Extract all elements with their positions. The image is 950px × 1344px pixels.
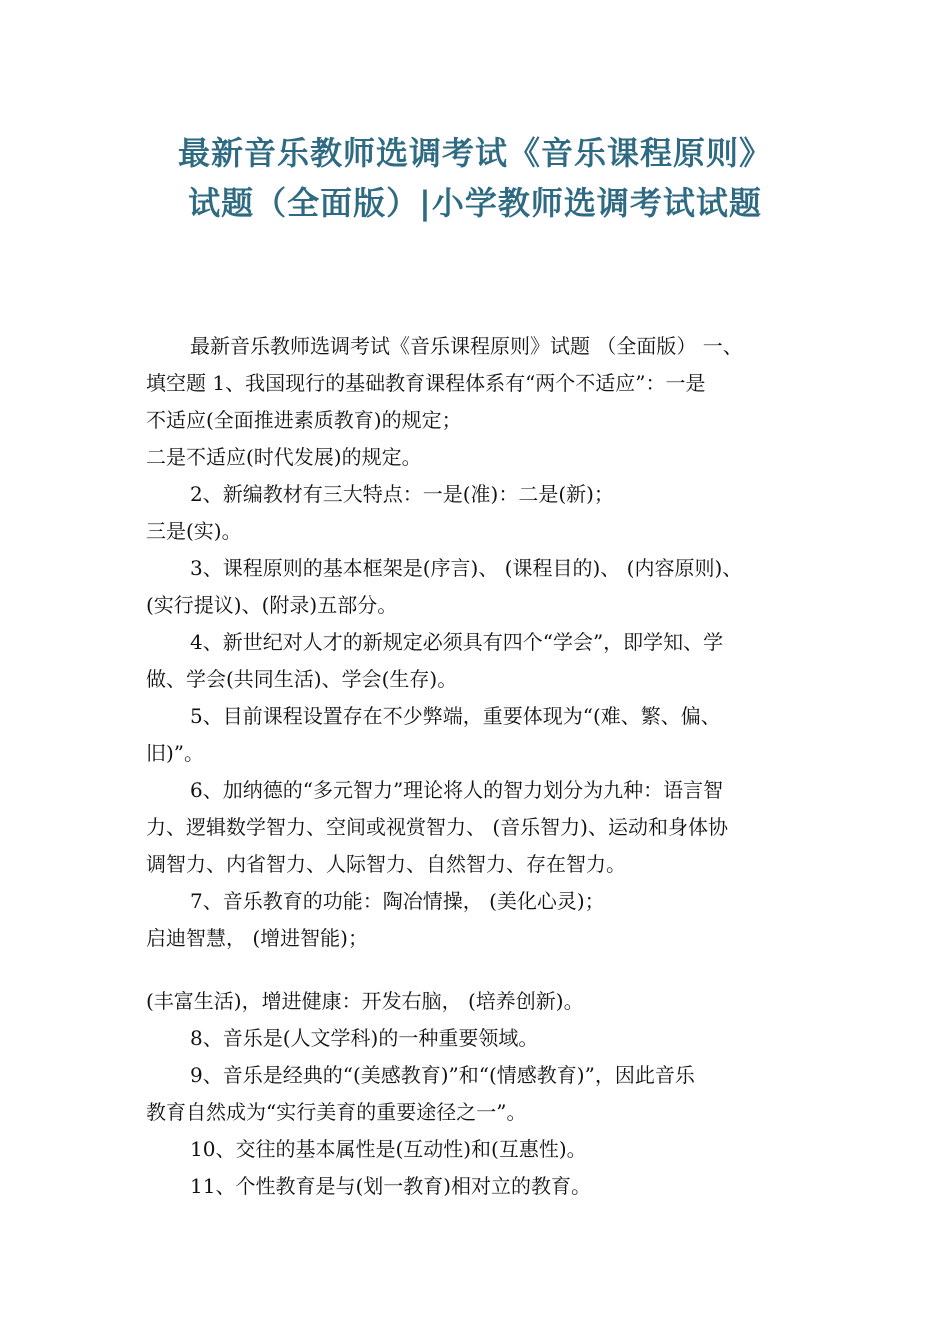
document-title-line-1: 最新音乐教师选调考试《音乐课程原则》 [177,134,772,172]
paragraph-line: (实行提议)、(附录)五部分。 [146,593,398,617]
paragraph-line: 4、新世纪对人才的新规定必须具有四个“学会”，即学知、学 [190,630,724,654]
paragraph-line: 填空题 1、我国现行的基础教育课程体系有“两个不适应”：一是 [146,371,706,395]
paragraph-line: 启迪智慧， (增进智能)； [146,926,368,950]
paragraph-line: 最新音乐教师选调考试《音乐课程原则》试题 （全面版） 一、 [190,334,743,358]
paragraph-line: 6、加纳德的“多元智力”理论将人的智力划分为九种：语言智 [190,778,724,802]
paragraph-line: 7、音乐教育的功能：陶冶情操， (美化心灵)； [190,889,605,913]
paragraph-line: 10、交往的基本属性是(互动性)和(互惠性)。 [190,1137,587,1161]
paragraph-line: 5、目前课程设置存在不少弊端，重要体现为“(难、繁、偏、 [190,704,721,728]
paragraph-line: 2、新编教材有三大特点：一是(准)：二是(新)； [190,482,614,506]
paragraph-line: 二是不适应(时代发展)的规定。 [146,445,422,469]
paragraph-line: 3、课程原则的基本框架是(序言)、 (课程目的)、 (内容原则)、 [190,556,743,580]
paragraph-line: 不适应(全面推进素质教育)的规定； [146,408,462,432]
paragraph-line: 8、音乐是(人文学科)的一种重要领域。 [190,1026,539,1050]
paragraph-line: 做、学会(共同生活)、学会(生存)。 [146,667,458,691]
paragraph-line: 旧)”。 [146,741,205,765]
document-title-line-2: 试题（全面版）|小学教师选调考试试题 [188,184,762,222]
paragraph-line: 教育自然成为“实行美育的重要途径之一”。 [146,1100,527,1124]
paragraph-line: (丰富生活)，增进健康：开发右脑， (培养创新)。 [146,989,584,1013]
paragraph-line: 调智力、内省智力、人际智力、自然智力、存在智力。 [146,852,626,876]
paragraph-line: 三是(实)。 [146,519,242,543]
paragraph-line: 9、音乐是经典的“(美感教育)”和“(情感教育)”，因此音乐 [190,1063,695,1087]
paragraph-line: 力、逻辑数学智力、空间或视赏智力、 (音乐智力)、运动和身体协 [146,815,728,839]
paragraph-line: 11、个性教育是与(划一教育)相对立的教育。 [190,1174,592,1198]
